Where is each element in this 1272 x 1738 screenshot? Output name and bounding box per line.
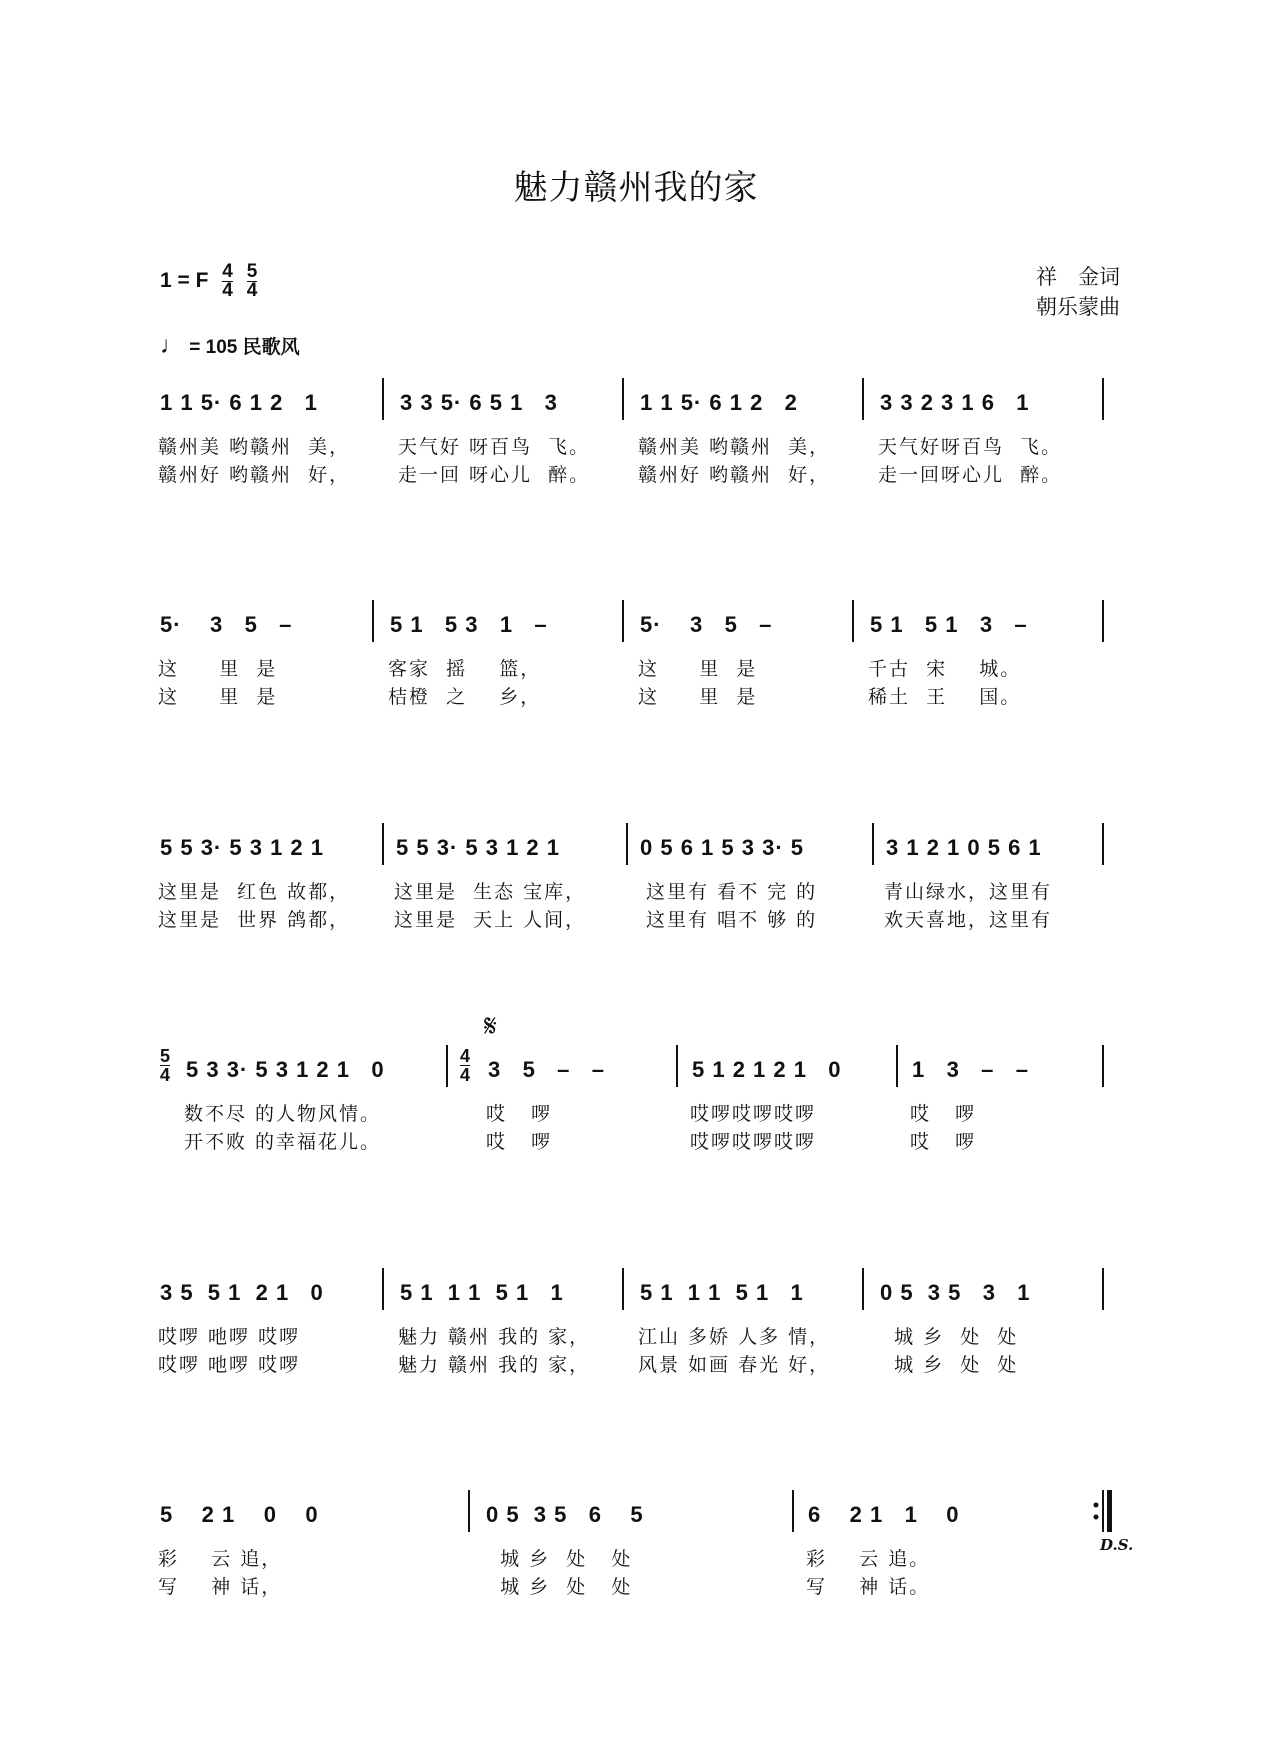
measure-notes: 5 3 3· 5 3 1 2 1 0: [186, 1057, 385, 1082]
barline: [382, 1268, 384, 1310]
barline: [1102, 823, 1104, 865]
tempo-marking: [160, 332, 300, 360]
lyric-verse-2: 城 乡 处 处: [484, 1576, 633, 1598]
lyric-verse-2: 赣州好 哟赣州 好，: [158, 464, 351, 486]
score-title: 魅力赣州我的家: [513, 168, 759, 208]
barline: [852, 600, 854, 642]
time-signature-change: [160, 1047, 170, 1084]
barline: [1102, 1268, 1104, 1310]
score-system: [0, 835, 1272, 985]
time-denominator: 4: [160, 1065, 171, 1085]
lyric-verse-1: 魅力 赣州 我的 家，: [398, 1326, 591, 1348]
lyric-verse-2: 这里是 世界 鸽都，: [158, 909, 351, 931]
barline: [862, 378, 864, 420]
time-denominator: 4: [460, 1065, 471, 1085]
barline: [468, 1490, 470, 1532]
barline: [872, 823, 874, 865]
score-system: [0, 1502, 1272, 1652]
measure-notes: 1 1 5· 6 1 2 2: [640, 390, 798, 415]
lyric-verse-1: 天气好 呀百鸟 飞。: [398, 436, 591, 458]
measure-notes: 5· 3 5 –: [640, 612, 773, 637]
lyric-verse-1: 这里是 红色 故都，: [158, 881, 351, 903]
lyric-verse-1: 哎啰哎啰哎啰: [690, 1103, 817, 1125]
measure-notes: 5· 3 5 –: [160, 612, 293, 637]
segno-icon: 𝄋: [484, 1009, 497, 1044]
measure-notes: 5 1 5 1 3 –: [870, 612, 1028, 637]
lyric-verse-1: 这 里 是: [638, 658, 758, 680]
lyric-verse-2: 这 里 是: [158, 686, 278, 708]
score-system: [0, 1009, 1272, 1207]
lyric-verse-2: 哎 啰: [910, 1131, 977, 1153]
lyric-verse-2: 桔橙 之 乡，: [388, 686, 542, 708]
lyric-verse-1: 哎 啰: [910, 1103, 977, 1125]
lyric-verse-2: 欢天喜地，这里有: [884, 909, 1053, 931]
lyric-verse-1: 彩 云 追。: [806, 1548, 931, 1570]
barline: [626, 823, 628, 865]
final-barline: [1092, 1490, 1116, 1532]
lyric-verse-1: 赣州美 哟赣州 美，: [638, 436, 831, 458]
barline: [622, 1268, 624, 1310]
key-text: 1 = F: [160, 269, 209, 293]
barline: [1102, 1045, 1104, 1087]
barline: [446, 1045, 448, 1087]
lyric-verse-2: 哎啰 吔啰 哎啰: [158, 1354, 301, 1376]
lyric-verse-1: 哎啰 吔啰 哎啰: [158, 1326, 301, 1348]
lyric-verse-2: 赣州好 哟赣州 好，: [638, 464, 831, 486]
lyric-verse-2: 城 乡 处 处: [878, 1354, 1019, 1376]
barline: [622, 378, 624, 420]
measure-notes: 5 1 2 1 2 1 0: [692, 1057, 842, 1082]
lyric-verse-2: 这里是 天上 人间，: [394, 909, 587, 931]
barline: [372, 600, 374, 642]
time-numerator: 5: [160, 1046, 171, 1066]
measure-notes: 3 5 5 1 2 1 0: [160, 1280, 324, 1305]
lyric-verse-1: 天气好呀百鸟 飞。: [878, 436, 1063, 458]
time-signature-change: [460, 1047, 470, 1084]
measure-notes: 0 5 6 1 5 3 3· 5: [640, 835, 804, 860]
lyric-verse-2: 哎啰哎啰哎啰: [690, 1131, 817, 1153]
lyric-verse-2: 写 神 话，: [158, 1576, 283, 1598]
measure-notes: 1 3 – –: [912, 1057, 1029, 1082]
lyric-verse-2: 魅力 赣州 我的 家，: [398, 1354, 591, 1376]
lyric-verse-1: 哎 啰: [486, 1103, 553, 1125]
barline: [1102, 600, 1104, 642]
lyric-verse-1: 赣州美 哟赣州 美，: [158, 436, 351, 458]
lyric-verse-2: 稀土 王 国。: [868, 686, 1022, 708]
lyric-verse-1: 青山绿水，这里有: [884, 881, 1053, 903]
measure-notes: 3 3 2 3 1 6 1: [880, 390, 1030, 415]
credits: [1036, 262, 1120, 322]
measure-notes: 5 1 5 3 1 –: [390, 612, 548, 637]
barline: [382, 378, 384, 420]
measure-notes: 3 5 – –: [488, 1057, 605, 1082]
barline: [792, 1490, 794, 1532]
time-signature-2: $\frac{5}{4}$: [246, 261, 258, 301]
lyricist: 祥 金词: [1036, 265, 1120, 289]
barline: [382, 823, 384, 865]
tempo-text: = 105 民歌风: [189, 337, 300, 358]
barline: [676, 1045, 678, 1087]
repeat-end-barline: [1092, 1490, 1116, 1532]
lyric-verse-1: 这里有 看不 完 的: [638, 881, 818, 903]
lyric-verse-1: 千古 宋 城。: [868, 658, 1022, 680]
barline: [896, 1045, 898, 1087]
lyric-verse-2: 风景 如画 春光 好，: [638, 1354, 831, 1376]
barline: [862, 1268, 864, 1310]
lyric-verse-1: 城 乡 处 处: [484, 1548, 633, 1570]
measure-notes: 3 1 2 1 0 5 6 1: [886, 835, 1042, 860]
barline: [622, 600, 624, 642]
measure-notes: 3 3 5· 6 5 1 3: [400, 390, 558, 415]
lyric-verse-2: 写 神 话。: [806, 1576, 931, 1598]
lyric-verse-2: 哎 啰: [486, 1131, 553, 1153]
lyric-verse-2: 走一回呀心儿 醉。: [878, 464, 1063, 486]
lyric-verse-2: 走一回 呀心儿 醉。: [398, 464, 591, 486]
measure-notes: 5 2 1 0 0: [160, 1502, 319, 1527]
lyric-verse-1: 这里是 生态 宝库，: [394, 881, 587, 903]
measure-notes: 0 5 3 5 3 1: [880, 1280, 1031, 1305]
measure-notes: 5 5 3· 5 3 1 2 1: [396, 835, 560, 860]
score-system: [0, 612, 1272, 762]
lyric-verse-2: 这里有 唱不 够 的: [638, 909, 818, 931]
measure-notes: 1 1 5· 6 1 2 1: [160, 390, 318, 415]
quarter-note-icon: ♩: [160, 332, 184, 359]
measure-notes: 0 5 3 5 6 5: [486, 1502, 644, 1527]
time-numerator: 4: [460, 1046, 471, 1066]
lyric-verse-1: 城 乡 处 处: [878, 1326, 1019, 1348]
time-signature-1: $\frac{4}{4}$: [222, 261, 233, 301]
composer: 朝乐蒙曲: [1036, 295, 1120, 319]
measure-notes: 5 1 1 1 5 1 1: [640, 1280, 804, 1305]
lyric-verse-2: 开不败 的幸福花儿。: [184, 1131, 382, 1153]
lyric-verse-2: 这 里 是: [638, 686, 758, 708]
measure-notes: 5 5 3· 5 3 1 2 1: [160, 835, 324, 860]
lyric-verse-1: 客家 摇 篮，: [388, 658, 542, 680]
lyric-verse-1: 数不尽 的人物风情。: [184, 1103, 382, 1125]
score-system: [0, 1280, 1272, 1430]
key-signature: [160, 263, 257, 300]
barline: [1102, 378, 1104, 420]
measure-notes: 6 2 1 1 0: [808, 1502, 960, 1527]
measure-notes: 5 1 1 1 5 1 1: [400, 1280, 564, 1305]
dal-segno-mark: D.S.: [1100, 1536, 1134, 1554]
score-system: [0, 390, 1272, 540]
lyric-verse-1: 彩 云 追，: [158, 1548, 283, 1570]
lyric-verse-1: 这 里 是: [158, 658, 278, 680]
lyric-verse-1: 江山 多娇 人多 情，: [638, 1326, 831, 1348]
